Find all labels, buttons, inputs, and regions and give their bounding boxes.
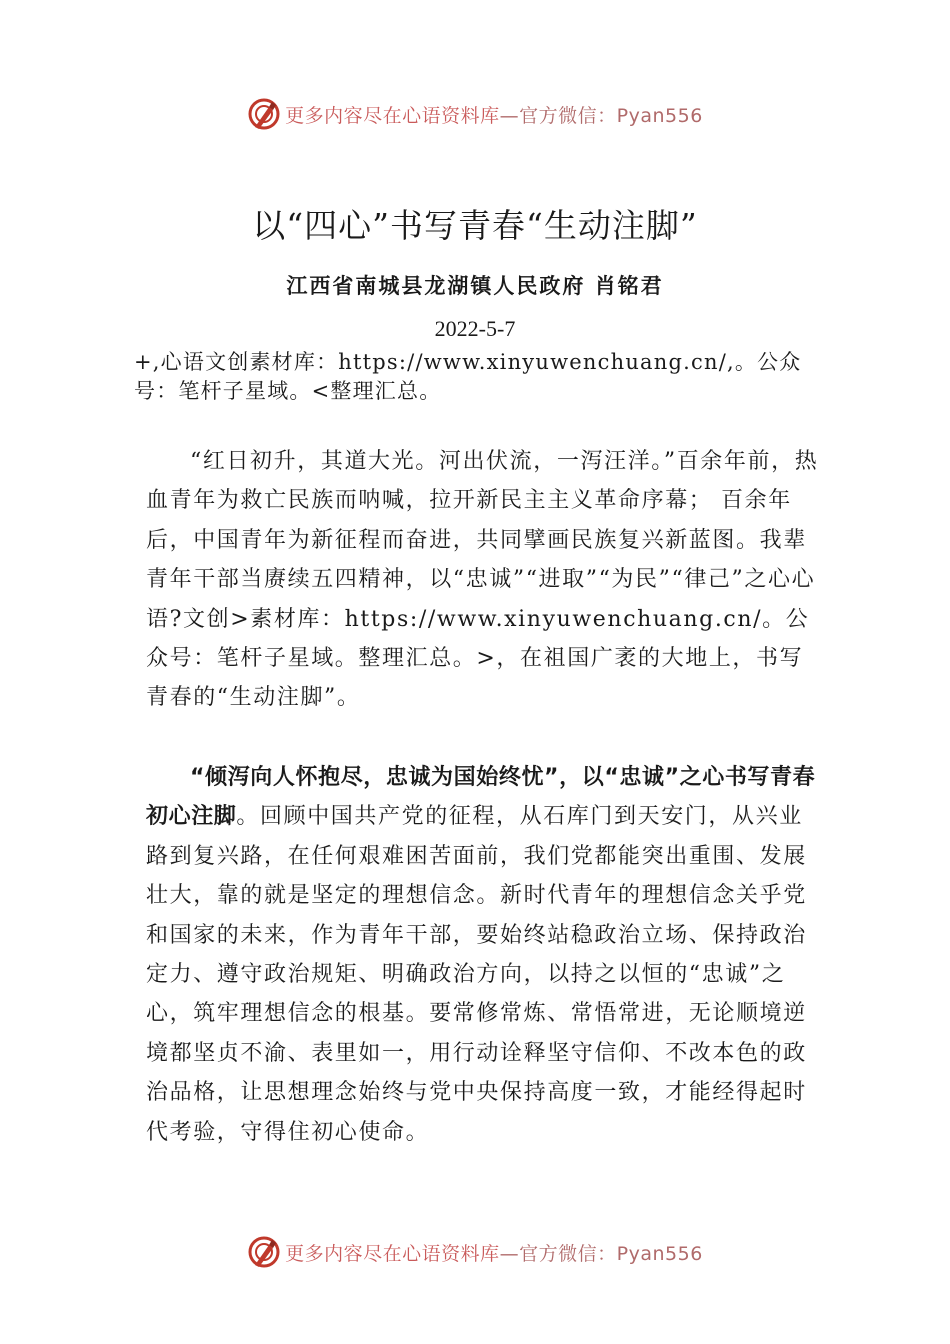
document-title: 以“四心”书写青春“生动注脚”: [252, 206, 698, 245]
banner-brand-text: 更多内容尽在心语资料库: [285, 1242, 500, 1265]
banner-wechat-text: —官方微信：Pyan556: [499, 1242, 703, 1265]
paragraph-loyalty-body: 。回顾中国共产党的征程，从石库门到天安门，从兴业路到复兴路，在任何艰难困苦面前，我们党都能突出重围、发展壮大，靠的就是坚定的理想信念。新时代青年的理想信念关乎党和国家的未来，作为青年干部，要始终站稳政治立场、保持政治定力、遵守政治规矩、明确政治方向，以持之以恒的“忠诚”之心，筑牢理想信念的根基。要常修常炼、常悟常进，无论顺境逆境都坚贞不渝、表里如一，用行动诠释坚守信仰、不改本色的政治品格，让思想理念始终与党中央保持高度一致，才能经得起时代考验，守得住初心使命。: [146, 804, 807, 1145]
banner-wechat-text: —官方微信：Pyan556: [499, 104, 703, 127]
header-banner: [0, 92, 950, 136]
document-author: 江西省南城县龙湖镇人民政府 肖铭君: [286, 273, 664, 298]
pen-logo-icon: [247, 1235, 281, 1269]
paragraph-loyalty: [146, 758, 822, 1152]
pen-logo-icon: [247, 97, 281, 131]
banner-brand-text: 更多内容尽在心语资料库: [285, 104, 500, 127]
paragraph-intro: “红日初升，其道大光。河出伏流，一泻汪洋。”百余年前，热血青年为救亡民族而呐喊，拉开新民主主义革命序幕； 百余年后，中国青年为新征程而奋进，共同擘画民族复兴新蓝图。我辈青年干部当赓续五四精神，以“忠诚”“进取”“为民”“律己”之心心语?文创>素材库：https://www.xinyuwenchuang.cn/。公众号：笔杆子星域。整理汇总。>，在祖国广袤的大地上，书写青春的“生动注脚”。: [146, 449, 819, 711]
source-note: +,心语文创素材库：https://www.xinyuwenchuang.cn/,。公众号：笔杆子星域。<整理汇总。: [134, 350, 802, 403]
footer-banner: [0, 1230, 950, 1274]
paragraph-loyalty-heading: “倾泻向人怀抱尽，忠诚为国始终忧”，以“忠诚”之心书写青春初心注脚: [146, 765, 816, 830]
document-date: 2022-5-7: [434, 316, 516, 341]
